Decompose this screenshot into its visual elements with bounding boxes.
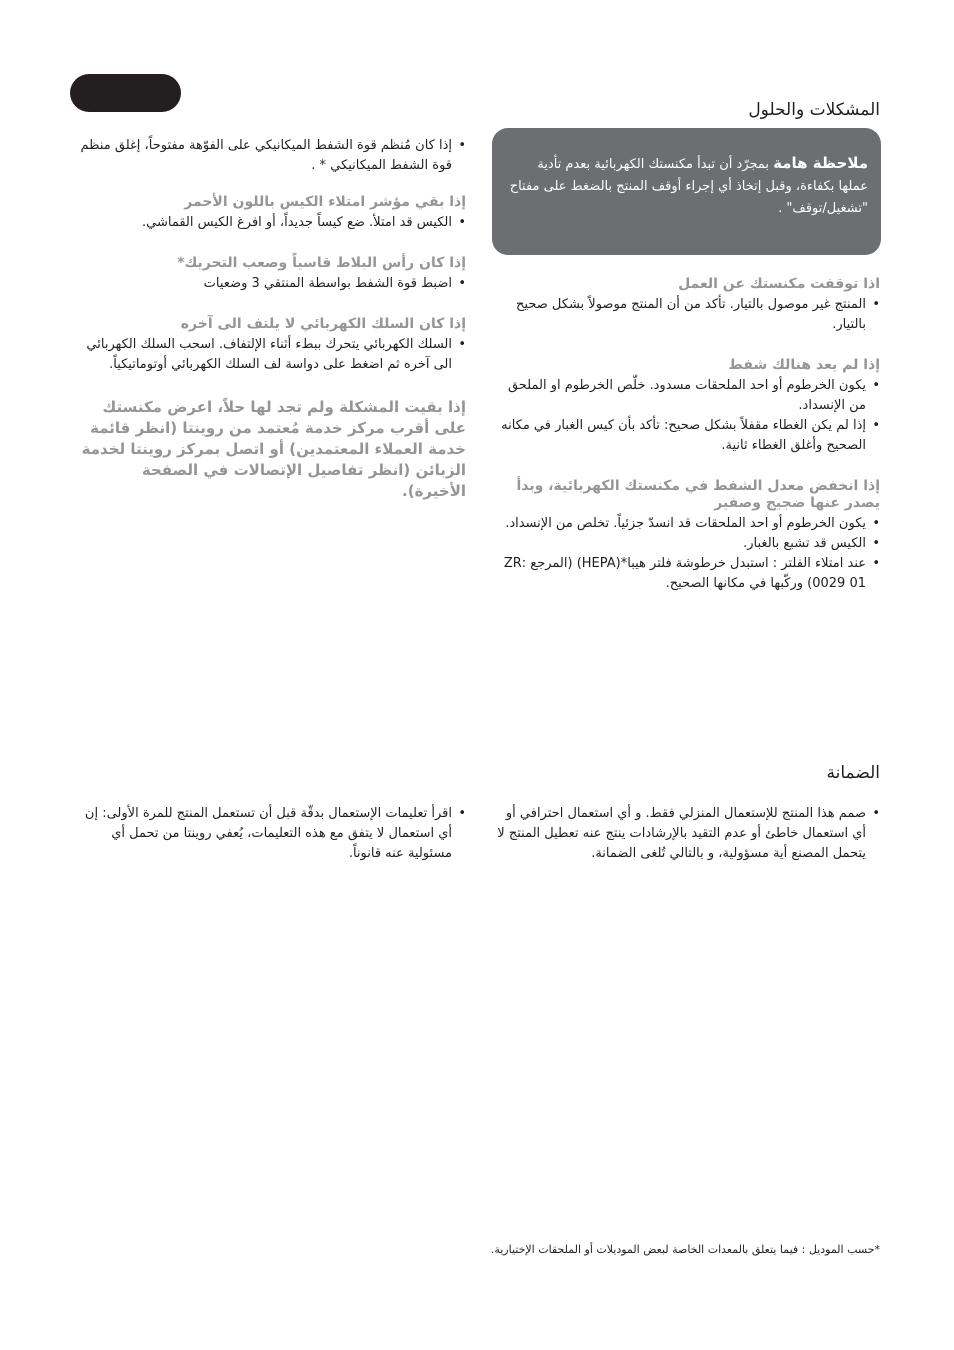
list-item: • الكيس قد امتلأ. ضع كيساً جديداً، أو افرغ الكيس القماشي. [76,213,466,233]
footnote: *حسب الموديل : فيما يتعلق بالمعدات الخاصة لبعض الموديلات أو الملحقات الإختيارية. [490,1243,880,1256]
warranty-right-text: • صمم هذا المنتج للإستعمال المنزلي فقط. و أي استعمال احترافي أو أي استعمال خاطئ أو عدم التقيد بالإرشادات ينتج عنه تعطيل المنتج لا يتحمل المصنع أية مسؤولية، و بالتالي تُلغى الضمانة. [492,804,880,864]
list-item: • إذا لم يكن الغطاء مقفلاً بشكل صحيح: تأكد بأن كيس الغبار في مكانه الصحيح وأغلق الغطاء ثانية. [492,416,880,456]
section-heading: إذا كان رأس البلاط قاسياً وصعب التحريك* [177,255,466,271]
list-item: • يكون الخرطوم أو احد الملحقات مسدود. خلّص الخرطوم او الملحق من الإنسداد. [492,376,880,416]
section-heading: إذا انخفض معدل الشفط في مكنستك الكهربائية، وبدأ يصدر عنها ضجيج وصفير [516,478,880,511]
section-heading: إذا بقي مؤشر امتلاء الكيس باللون الأحمر [184,194,466,210]
section-heading: إذا كان السلك الكهربائي لا يلتف الى آخره [180,316,466,332]
list-item: • يكون الخرطوم أو احد الملحقات قد انسدّ جزئياً. تخلص من الإنسداد. [492,514,880,534]
list-item: • المنتج غير موصول بالتيار. تأكد من أن المنتج موصولاً بشكل صحيح بالتيار. [492,295,880,335]
section-stopped [492,276,880,335]
left-column-sections [76,136,466,502]
section-suction-regulator [76,136,466,176]
section-no-suction [492,357,880,456]
warranty-left [76,804,466,864]
warranty-title: الضمانة [826,763,880,783]
warranty-left-text: • اقرأ تعليمات الإستعمال بدقّة قبل أن تستعمل المنتج للمرة الأولى: إن أي استعمال لا يتفق مع هذه التعليمات، يُعفي روينتا من تحمل أي مسئولية عنه قانوناً. [76,804,466,864]
warranty-right [492,804,880,864]
closing-note: إذا بقيت المشكلة ولم تجد لها حلاً، اعرض مكنستك على أقرب مركز خدمة مُعتمد من روينتا (انظر قائمة خدمة العملاء المعتمدين) أو اتصل بمركز روينتا لخدمة الزبائن (انظر تفاصيل الإتصالات في الصفحة الأخيرة). [81,398,466,500]
list-item: • إذا كان مُنظم قوة الشفط الميكانيكي على الفوّهة مفتوحاً، إغلق منظم قوة الشفط الميكانيكي * . [76,136,466,176]
section-reduced-suction [492,478,880,594]
section-heading: إذا لم يعد هنالك شفط [728,357,880,373]
list-item: • عند امتلاء الفلتر : استبدل خرطوشة فلتر هيبا*(HEPA) (المرجع :ZR 0029 01) وركّبها في مكانها الصحيح. [492,554,880,594]
note-label: ملاحظة هامة [773,154,868,172]
page-tab [70,74,181,112]
note-text: بمجرّد أن تبدأ مكنستك الكهربائية بعدم تأدية عملها بكفاءة، وقبل إتخاذ أي إجراء أوقف المنتج بالضغط على مفتاح "تشغيل/توقف" . [509,157,868,216]
section-bag-indicator [76,194,466,233]
list-item: • الكيس قد تشبع بالغبار. [492,534,880,554]
right-column-sections [492,276,880,616]
list-item: • السلك الكهربائي يتحرك ببطء أثناء الإلتفاف. اسحب السلك الكهربائي الى آخره ثم اضغط على دواسة لف السلك الكهربائي أوتوماتيكياً. [76,335,466,375]
section-floor-head [76,255,466,294]
important-note-box [492,128,881,255]
section-cable-rewind [76,316,466,375]
section-heading: اذا توقفت مكنستك عن العمل [678,276,880,292]
list-item: • اضبط قوة الشفط بواسطة المنتقي 3 وضعيات [76,274,466,294]
troubleshooting-title: المشكلات والحلول [748,100,880,120]
